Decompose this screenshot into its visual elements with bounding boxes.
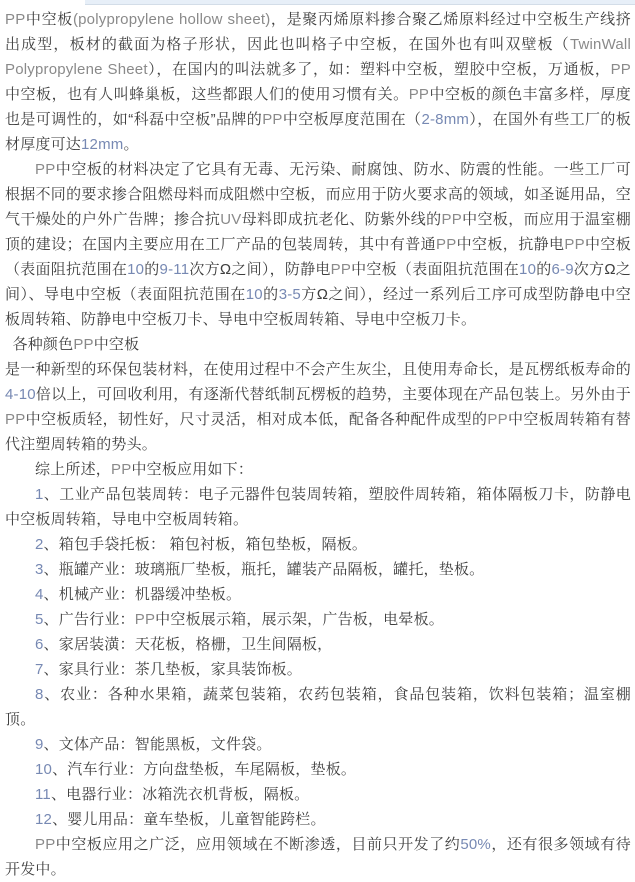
text-run: 50% (460, 836, 491, 853)
text-run: 方Ω之间），经过一系列后工序可成型防静电中空板周转箱、防静电中空板刀卡、导电中空板周转箱、导电中空板刀卡。 (5, 286, 632, 328)
text-run: 2 (35, 536, 44, 553)
text-run: 7 (35, 661, 44, 678)
list-item (5, 657, 631, 682)
text-run: 。 (123, 136, 139, 153)
text-run: 、家居装潢：天花板，格栅，卫生间隔板， (43, 636, 333, 653)
text-run: PP (330, 261, 352, 278)
text-run: 2-8mm (421, 111, 470, 128)
text-run: ，是聚丙烯原料掺合聚乙烯原料经过中空板生产线挤出成型，板材的截面为格子形状，因此也叫格子中空板，在国外也有叫双壁板（ (5, 11, 631, 53)
text-run: 4 (35, 586, 44, 603)
article (5, 7, 631, 882)
text-run: 中空板 (93, 336, 140, 353)
text-run: 中空板（表面阻抗范围在 (351, 261, 520, 278)
text-run: UV (220, 211, 242, 228)
text-run: 6 (35, 636, 44, 653)
paragraph (5, 7, 631, 157)
top-edge-strip (85, 0, 635, 5)
text-run: 、文体产品：智能黑板，文件袋。 (43, 736, 272, 753)
text-run: 、广告行业： (43, 611, 135, 628)
text-run: 6-9 (551, 261, 574, 278)
text-run: 10 (245, 286, 263, 303)
text-run: 11 (35, 786, 51, 803)
text-run: 、农业：各种水果箱，蔬菜包装箱，农药包装箱，食品包装箱，饮料包装箱；温室棚顶。 (5, 686, 631, 728)
text-run: 8 (35, 686, 44, 703)
text-run: 中空板，抗静电 (456, 236, 565, 253)
text-run: 、汽车行业：方向盘垫板，车尾隔板，垫板。 (52, 761, 357, 778)
list-item (5, 632, 631, 657)
text-run: 、箱包手袋托板： 箱包衬板，箱包垫板，隔板。 (43, 536, 368, 553)
text-run: 中空板，而应用于温室棚顶的建设；在国内主要应用在工厂产品的包装周转，其中有普通 (5, 211, 631, 253)
text-run: PP (5, 11, 26, 28)
text-run: 中空板质轻，韧性好，尺寸灵活，相对成本低，配备各种配件成型的 (25, 411, 488, 428)
text-run: ，还有很多领域有待开发中。 (5, 836, 631, 878)
text-run: PP (111, 461, 132, 478)
text-run: 中空板的材料决定了它具有无毒、无污染、耐腐蚀、防水、防震的性能。一些工厂可根据不同的要求掺合阻燃母料而成阻燃中空板，而应用于防火要求高的领域，如圣诞用品，空气干燥处的户外广告牌；掺合抗 (5, 161, 631, 228)
text-run: 中空板厚度范围在（ (282, 111, 422, 128)
text-run: PP (35, 836, 56, 853)
text-run: 12mm (81, 136, 124, 153)
list-item (5, 607, 631, 632)
list-item (5, 482, 631, 532)
text-run: 5 (35, 611, 44, 628)
list-item (5, 682, 631, 732)
text-run: PP (262, 111, 283, 128)
text-run: ），在国内的叫法就多了，如：塑料中空板，塑胶中空板，万通板， (147, 61, 611, 78)
text-run: PP (35, 161, 56, 178)
text-run: 中空板 (25, 11, 73, 28)
text-run: PP (610, 61, 631, 78)
text-run: PP (408, 86, 430, 103)
text-run: 的 (144, 261, 160, 278)
list-item (5, 557, 631, 582)
text-run: PP (441, 211, 462, 228)
text-run: 、家具行业：茶几垫板，家具装饰板。 (43, 661, 302, 678)
text-run: 是一种新型的环保包装材料，在使用过程中不会产生灰尘，且使用寿命长，是瓦楞纸板寿命的 (5, 361, 631, 378)
heading-line (5, 332, 631, 357)
text-run: 、工业产品包装周转：电子元器件包装周转箱，塑胶件周转箱，箱体隔板刀卡，防静电中空板周转箱，导电中空板周转箱。 (5, 486, 631, 528)
text-run: 中空板的颜色丰富多样，厚度也是可调性的，如“科磊中空板”品牌的 (5, 86, 631, 128)
paragraph (5, 157, 631, 332)
text-run: 10 (127, 261, 145, 278)
text-run: 9 (35, 736, 44, 753)
list-item (5, 582, 631, 607)
text-run: 、瓶罐产业：玻璃瓶厂垫板，瓶托，罐装产品隔板，罐托，垫板。 (43, 561, 485, 578)
text-run: 倍以上，可回收利用，有逐渐代替纸制瓦楞板的趋势，主要体现在产品包装上。另外由于 (35, 386, 631, 403)
text-run: PP (564, 236, 585, 253)
text-run: PP (134, 611, 156, 628)
text-run: 综上所述， (35, 461, 112, 478)
paragraph (5, 457, 631, 482)
text-run: 3 (35, 561, 44, 578)
list-item (5, 732, 631, 757)
text-run: (polypropylene hollow sheet) (72, 11, 271, 28)
text-run: 、婴儿用品：童车垫板，儿童智能跨栏。 (52, 811, 326, 828)
text-run: 12 (35, 811, 53, 828)
paragraph (5, 832, 631, 882)
text-run: 的 (262, 286, 279, 303)
text-run: PP (436, 236, 457, 253)
text-run: 1 (35, 486, 44, 503)
text-run: 各种颜色 (12, 336, 74, 353)
text-run: 、机械产业：机器缓冲垫板。 (43, 586, 242, 603)
text-run: 次方Ω之间），防静电 (189, 261, 331, 278)
text-run: 中空板展示箱，展示架，广告板，电晕板。 (155, 611, 444, 628)
list-item (5, 532, 631, 557)
text-run: 10 (35, 761, 53, 778)
text-run: 、电器行业：冰箱洗衣机背板，隔板。 (50, 786, 310, 803)
paragraph (5, 357, 631, 457)
text-run: 中空板应用之广泛，应用领域在不断渗透，目前只开发了约 (55, 836, 461, 853)
text-run: 中空板，也有人叫蜂巢板，这些都跟人们的使用习惯有关。 (5, 86, 409, 103)
text-run: 9-11 (159, 261, 190, 278)
list-item (5, 782, 631, 807)
text-run: 中空板（表面阻抗范围在 (5, 236, 631, 278)
text-run: 的 (536, 261, 552, 278)
text-run: PP (73, 336, 94, 353)
text-run: PP (5, 411, 26, 428)
text-run: 10 (519, 261, 537, 278)
text-run: TwinWall Polypropylene Sheet (5, 36, 631, 78)
list-item (5, 757, 631, 782)
text-run: 4-10 (5, 386, 36, 403)
list-item (5, 807, 631, 832)
text-run: 次方Ω之间）、导电中空板（表面阻抗范围在 (5, 261, 631, 303)
text-run: PP (487, 411, 508, 428)
text-run: 中空板周转箱有替代注塑周转箱的势头。 (5, 411, 631, 453)
text-run: 3-5 (278, 286, 301, 303)
text-run: 母料即成抗老化、防紫外线的 (241, 211, 442, 228)
text-run: 中空板应用如下： (131, 461, 254, 478)
text-run: ），在国外有些工厂的板材厚度可达 (5, 111, 632, 153)
